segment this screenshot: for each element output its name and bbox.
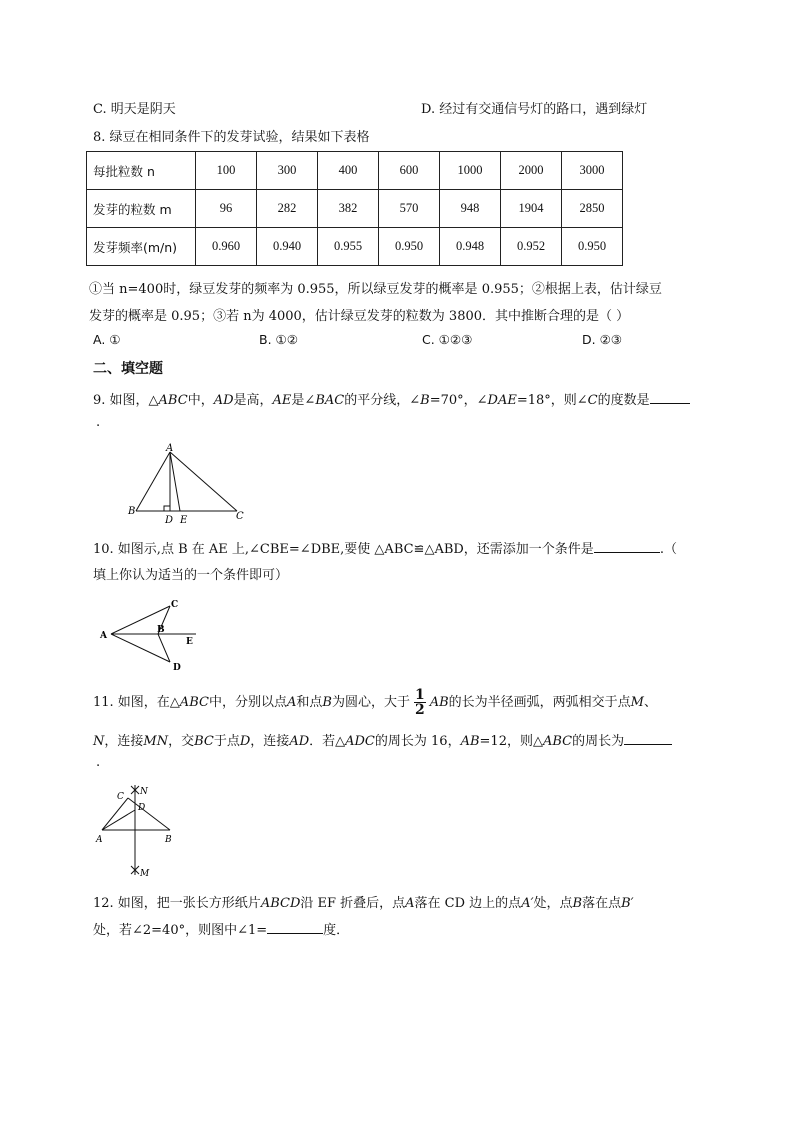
q12-answer-blank <box>267 921 323 934</box>
table-cell: 96 <box>196 190 257 228</box>
q10-label-e: E <box>186 637 193 647</box>
table-row <box>87 190 623 228</box>
q11-label-c: C <box>117 792 124 802</box>
q12-line1: 12. 如图，把一张长方形纸片ABCD沿 EF 折叠后，点A落在 CD 边上的点A′处，点B落在点B′ <box>93 896 634 911</box>
table-row <box>87 228 623 266</box>
q10-label-c: C <box>171 600 179 610</box>
table-cell: 1904 <box>501 190 562 228</box>
q8-statement-line2: 发芽的概率是 0.95；③若 n为 4000，估计绿豆发芽的粒数为 3800．其中推断合理的是（ ） <box>89 309 630 324</box>
table-cell: 0.960 <box>196 228 257 266</box>
q9-dot: . <box>96 415 101 430</box>
q7-option-d: D. 经过有交通信号灯的路口，遇到绿灯 <box>421 102 648 117</box>
q9-figure <box>120 440 250 528</box>
q11-answer-blank <box>624 732 672 745</box>
table-cell: 382 <box>318 190 379 228</box>
q11-label-n: N <box>140 787 148 797</box>
table-cell: 600 <box>379 152 440 190</box>
q7-option-c: C. 明天是阴天 <box>93 102 176 117</box>
q8-option-b: B. ①② <box>259 332 298 347</box>
table-cell: 2850 <box>562 190 623 228</box>
q10-line2: 填上你认为适当的一个条件即可） <box>93 568 289 583</box>
q11-label-b: B <box>165 835 172 845</box>
q10-label-b: B <box>157 625 165 635</box>
q9-label-e: E <box>180 515 188 526</box>
q11-line1: 11. 如图，在△ABC中，分别以点A和点B为圆心，大于 $\frac{1}{2}$ AB的长为半径画弧，两弧相交于点M、 <box>93 687 657 718</box>
q12-line2: 处，若∠2=40°，则图中∠1= 度． <box>93 923 350 938</box>
q11-label-m: M <box>140 869 150 879</box>
table-cell: 300 <box>257 152 318 190</box>
q11-line2: N，连接MN，交BC于点D，连接AD．若△ADC的周长为 16，AB=12，则△ABC的周长为 <box>93 730 672 749</box>
q9-answer-blank <box>650 391 690 404</box>
q10-answer-blank <box>594 540 660 553</box>
q11-label-a: A <box>96 835 103 845</box>
q10-label-d: D <box>173 663 181 673</box>
table-cell: 2000 <box>501 152 562 190</box>
q8-statement-line1: ①当 n=400时，绿豆发芽的频率为 0.955，所以绿豆发芽的概率是 0.955；②根据上表，估计绿豆 <box>89 282 662 297</box>
table-row <box>87 152 623 190</box>
q10-figure <box>96 593 206 673</box>
table-cell: 3000 <box>562 152 623 190</box>
q8-option-a: A. ① <box>93 332 121 347</box>
one-half-fraction: $\frac{1}{2}$ <box>414 687 425 718</box>
q11-dot: . <box>96 755 101 770</box>
table-cell: 948 <box>440 190 501 228</box>
section-title: 二、填空题 <box>93 361 163 377</box>
q11-figure <box>92 780 187 880</box>
q11-label-d: D <box>138 803 146 813</box>
table-cell: 100 <box>196 152 257 190</box>
q10-label-a: A <box>100 631 107 641</box>
table-row-label: 发芽频率(m/n) <box>87 228 196 266</box>
table-row-label: 每批粒数 n <box>87 152 196 190</box>
germination-table <box>86 151 623 266</box>
table-cell: 0.950 <box>562 228 623 266</box>
q9-label-c: C <box>236 511 244 522</box>
q10-line1: 10. 如图示,点 B 在 AE 上,∠CBE=∠DBE,要使 △ABC≌△ABD，还需添加一个条件是 .（ <box>93 542 677 557</box>
table-cell: 400 <box>318 152 379 190</box>
table-cell: 0.940 <box>257 228 318 266</box>
q8-option-d: D. ②③ <box>582 332 622 347</box>
table-cell: 0.950 <box>379 228 440 266</box>
table-row-label: 发芽的粒数 m <box>87 190 196 228</box>
table-cell: 1000 <box>440 152 501 190</box>
table-cell: 282 <box>257 190 318 228</box>
q8-stem: 8. 绿豆在相同条件下的发芽试验，结果如下表格 <box>93 130 370 145</box>
q8-option-c: C. ①②③ <box>422 332 473 347</box>
q9-label-d: D <box>165 515 174 526</box>
table-cell: 570 <box>379 190 440 228</box>
q9-label-a: A <box>166 443 174 454</box>
q9-line1: 9. 如图，△ABC中，AD是高，AE是∠BAC的平分线，∠B=70°，∠DAE=18°，则∠C的度数是 <box>93 389 690 408</box>
table-cell: 0.952 <box>501 228 562 266</box>
table-cell: 0.948 <box>440 228 501 266</box>
table-cell: 0.955 <box>318 228 379 266</box>
q9-label-b: B <box>128 506 136 517</box>
